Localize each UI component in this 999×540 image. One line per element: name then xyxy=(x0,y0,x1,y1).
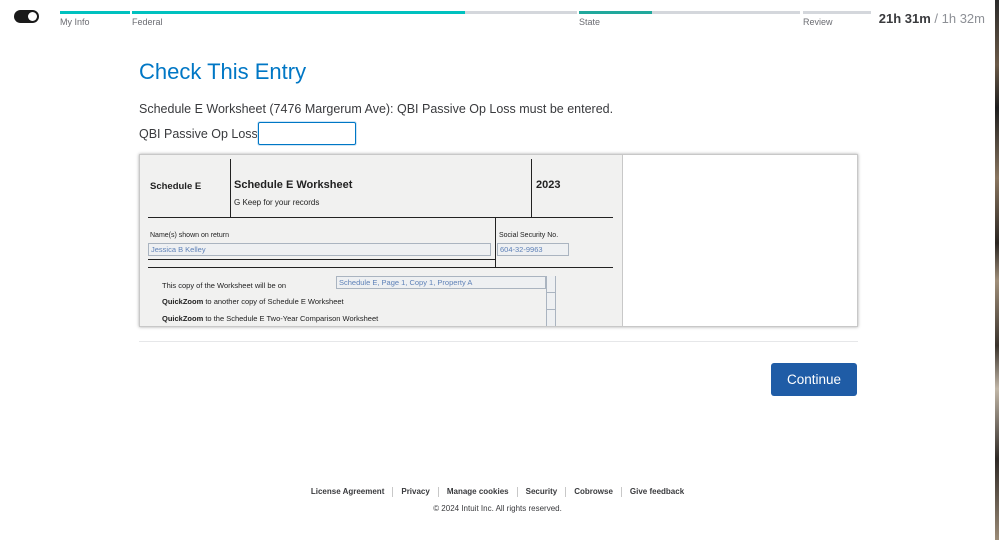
footer-link-security[interactable]: Security xyxy=(517,487,566,497)
elapsed-time: 21h 31m xyxy=(878,11,931,26)
background-photo-edge xyxy=(995,0,999,540)
form-rule xyxy=(230,159,231,217)
error-message: Schedule E Worksheet (7476 Margerum Ave): QBI Passive Op Loss must be entered. xyxy=(139,102,614,116)
quickzoom-another-copy-link[interactable] xyxy=(162,297,344,306)
footer-link-privacy[interactable]: Privacy xyxy=(392,487,437,497)
footer-link-feedback[interactable]: Give feedback xyxy=(621,487,692,497)
progress-segment-review xyxy=(803,11,871,14)
form-rule xyxy=(495,217,496,267)
copy-field-scroller[interactable] xyxy=(546,276,556,326)
step-label-my-info[interactable]: My Info xyxy=(60,17,90,27)
scroller-cell xyxy=(547,276,555,293)
step-label-review[interactable]: Review xyxy=(803,17,833,27)
copyright: © 2024 Intuit Inc. All rights reserved. xyxy=(433,504,562,513)
form-viewer[interactable] xyxy=(139,154,858,327)
quickzoom-keyword: QuickZoom xyxy=(162,314,204,323)
form-worksheet-subtitle: G Keep for your records xyxy=(234,198,320,207)
total-time: 1h 32m xyxy=(941,11,985,26)
ssn-label: Social Security No. xyxy=(499,232,559,239)
continue-button[interactable]: Continue xyxy=(771,363,857,396)
quickzoom-comparison-link[interactable] xyxy=(162,314,378,323)
time-separator: / xyxy=(930,11,942,26)
step-label-state[interactable]: State xyxy=(579,17,601,27)
form-rule xyxy=(148,217,613,218)
content-divider xyxy=(139,341,858,342)
form-worksheet-title: Schedule E Worksheet xyxy=(234,179,353,191)
schedule-e-worksheet-form xyxy=(140,155,623,326)
form-rule xyxy=(531,159,532,217)
progress-segment-state xyxy=(579,11,652,14)
scroller-cell xyxy=(547,293,555,310)
progress-fill xyxy=(60,11,130,14)
names-on-return-label: Name(s) shown on return xyxy=(150,232,229,239)
form-rule xyxy=(148,267,613,268)
footer-link-cookies[interactable]: Manage cookies xyxy=(438,487,517,497)
toggle-knob xyxy=(28,12,37,21)
progress-segment-gap-2 xyxy=(652,11,800,14)
time-tracker xyxy=(879,11,985,26)
worksheet-copy-label: This copy of the Worksheet will be on xyxy=(162,281,287,290)
progress-segment-gap xyxy=(465,11,577,14)
step-label-federal[interactable]: Federal xyxy=(132,17,163,27)
progress-fill xyxy=(579,11,652,14)
qbi-passive-op-loss-input[interactable] xyxy=(258,122,356,145)
ssn-field[interactable]: 604-32-9963 xyxy=(497,243,569,256)
name-on-return-field[interactable]: Jessica B Kelley xyxy=(148,243,491,256)
quickzoom-text: to another copy of Schedule E Worksheet xyxy=(203,297,344,306)
footer-links xyxy=(0,487,995,497)
form-schedule-label: Schedule E xyxy=(150,181,202,192)
progress-fill xyxy=(132,11,465,14)
footer-link-license[interactable]: License Agreement xyxy=(310,487,385,496)
worksheet-copy-field[interactable]: Schedule E, Page 1, Copy 1, Property A xyxy=(336,276,546,289)
qbi-field-row xyxy=(139,122,356,145)
progress-segment-my-info xyxy=(60,11,130,14)
progress-segment-federal xyxy=(132,11,465,14)
qbi-field-label: QBI Passive Op Loss xyxy=(139,126,258,141)
footer-link-cobrowse[interactable]: Cobrowse xyxy=(565,487,621,497)
quickzoom-text: to the Schedule E Two-Year Comparison Worksheet xyxy=(203,314,379,323)
quickzoom-keyword: QuickZoom xyxy=(162,297,204,306)
page-title: Check This Entry xyxy=(139,59,307,84)
form-tax-year: 2023 xyxy=(536,179,561,191)
form-rule xyxy=(148,259,495,260)
theme-toggle[interactable] xyxy=(14,10,39,23)
